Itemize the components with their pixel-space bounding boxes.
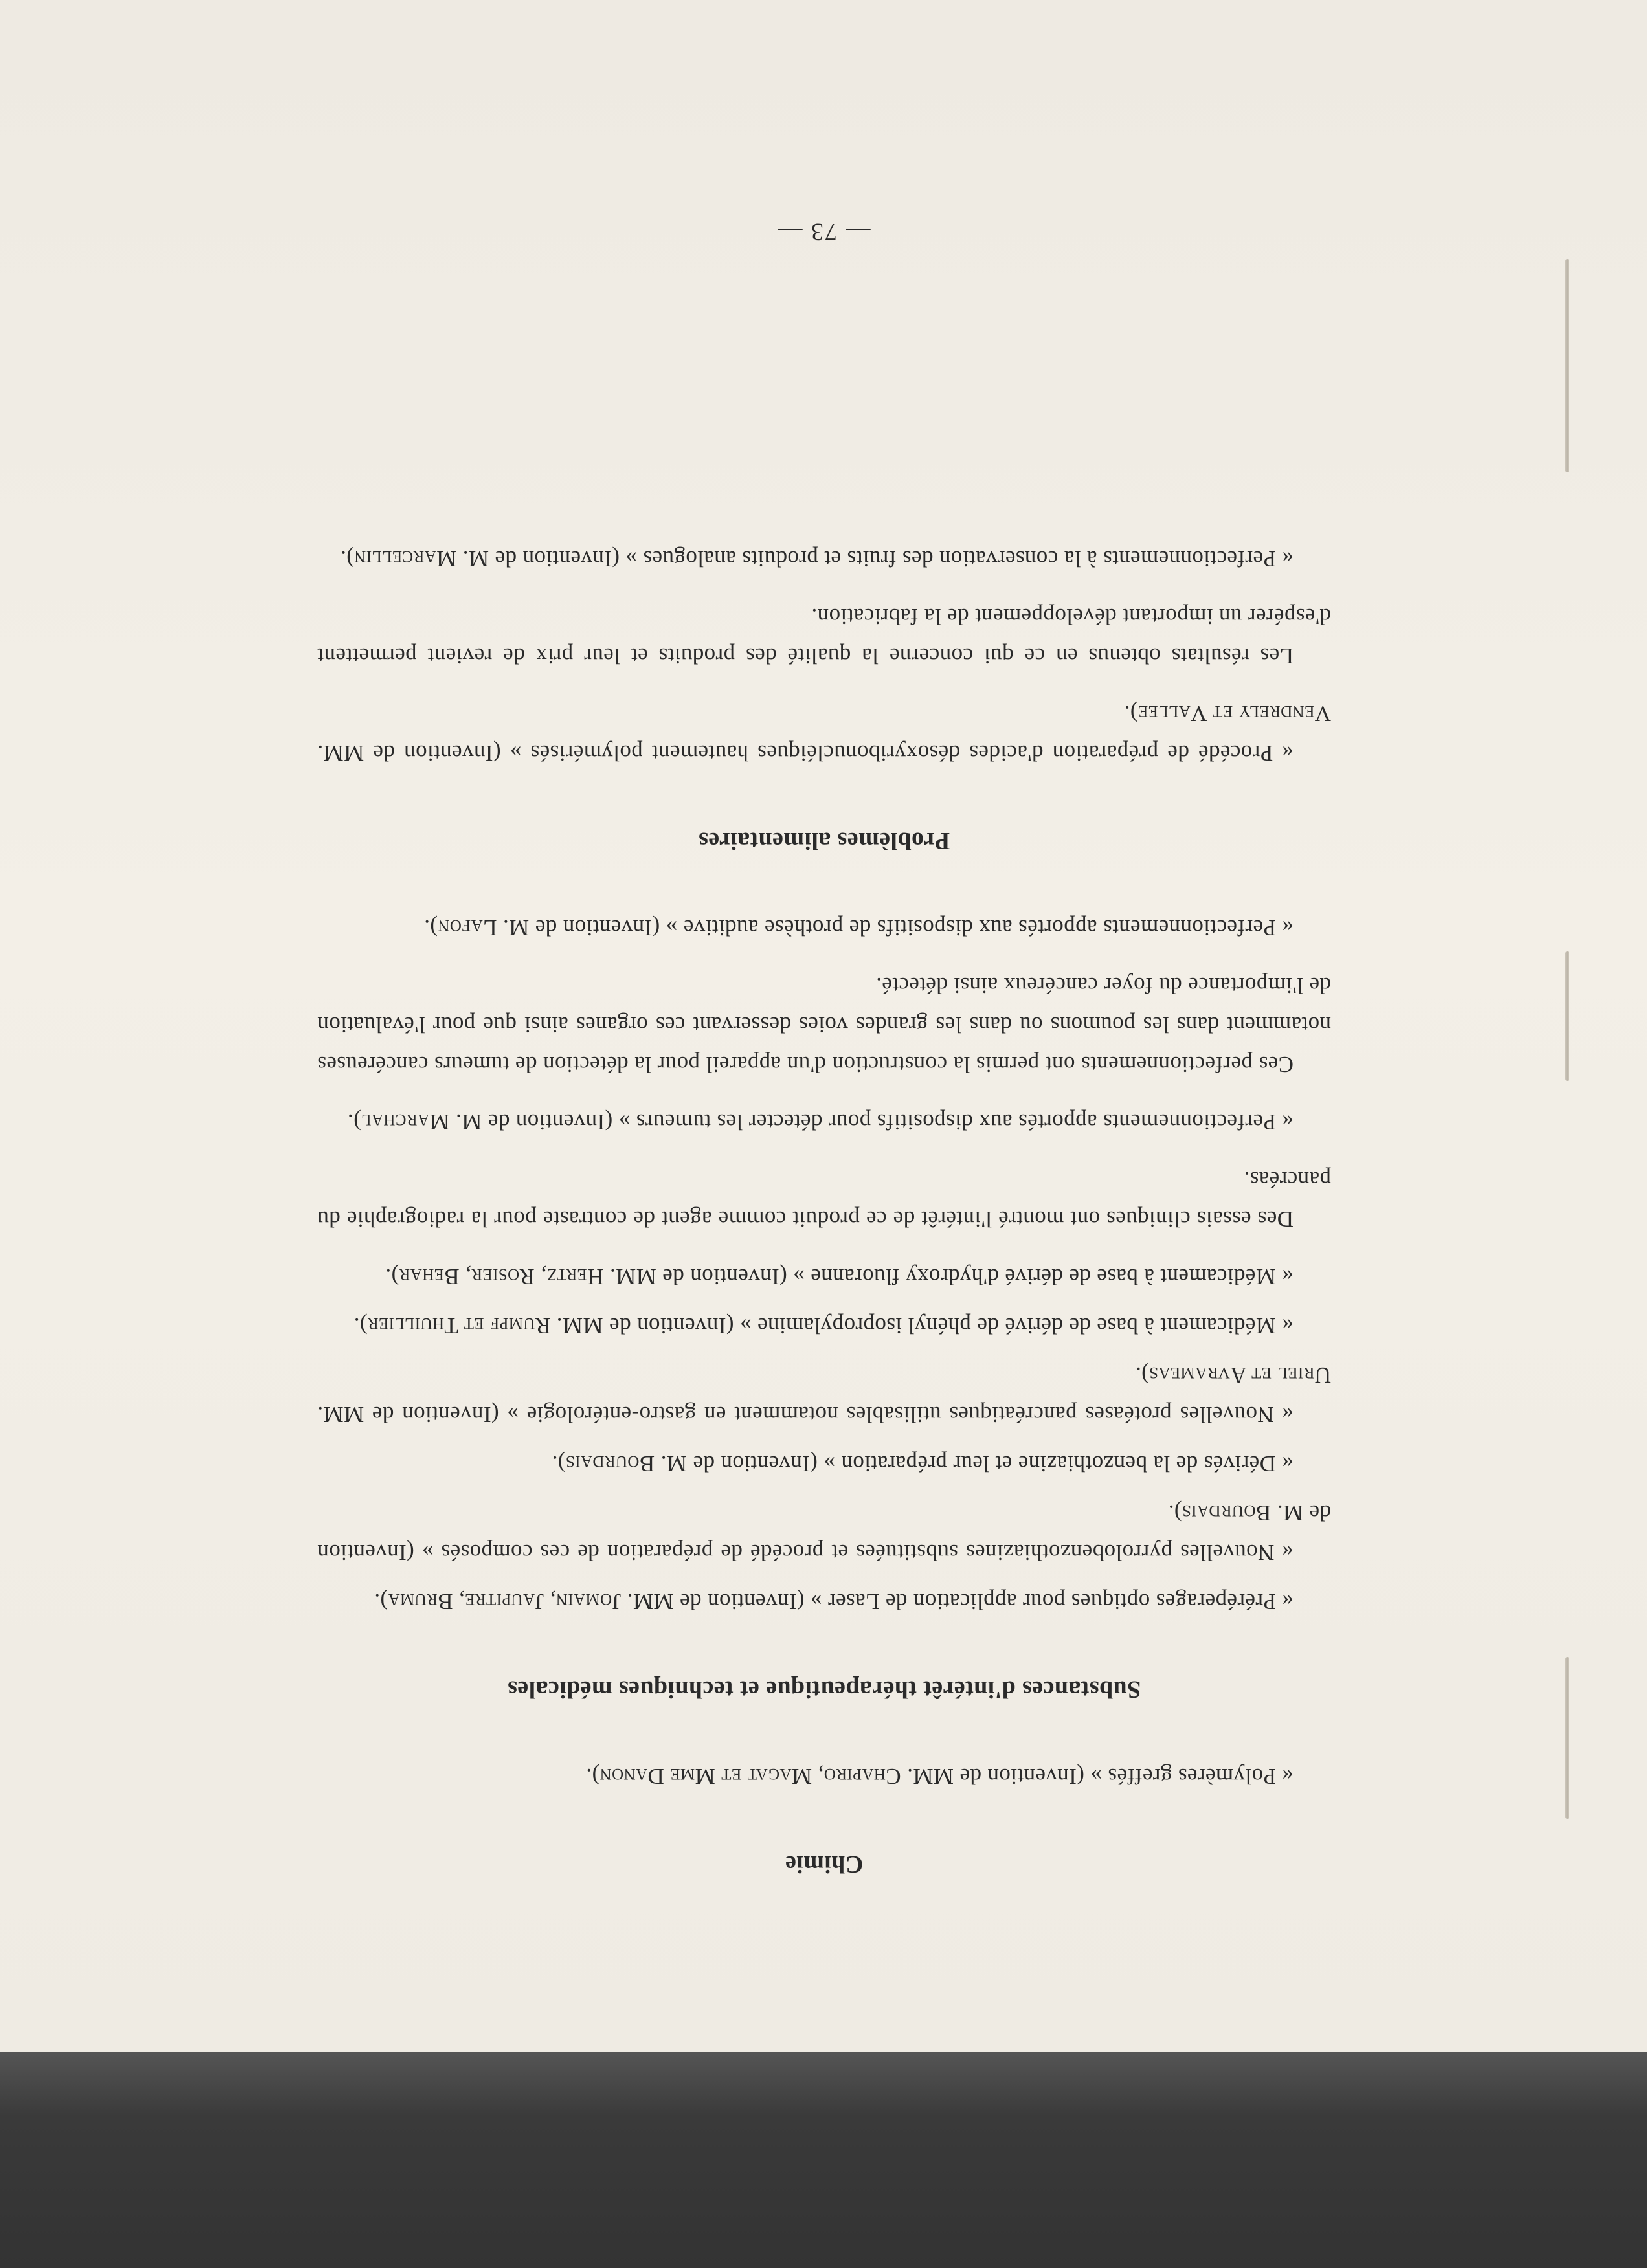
invention-entry: « Perfectionnements à la conservation des fruits et produits analogues » (Invention de M. Marcellin). xyxy=(340,546,1294,572)
description-paragraph: Les résultats obtenus en ce qui concerne la qualité des produits et leur prix de revient permettent d'espérer un important développement de la fabrication. xyxy=(317,604,1331,669)
text-block xyxy=(317,529,1331,1884)
invention-entry: « Nouvelles pyrrolobenzothiazines substituées et procédé de préparation de ces composés » (Invention de M. Bourdais). xyxy=(317,1500,1331,1565)
scanner-background xyxy=(0,2052,1647,2268)
invention-entry: « Médicament à base de dérivé de phényl isopropylamine » (Invention de MM. Rumpf et Thuillier). xyxy=(353,1313,1294,1339)
invention-entry: « Nouvelles protéases pancréatiques utilisables notamment en gastro-entérologie » (Invention de MM. Uriel et Avrameas). xyxy=(317,1362,1331,1427)
page-number: — 73 — xyxy=(776,218,871,245)
invention-entry: « Perfectionnements apportés aux dispositifs pour détecter les tumeurs » (Invention de M. Marchal). xyxy=(347,1109,1294,1135)
section-heading-chimie: Chimie xyxy=(785,1851,864,1878)
invention-entry: « Médicament à base de dérivé d'hydroxy fluoranne » (Invention de MM. Hertz, Rosier, Behar). xyxy=(385,1264,1294,1289)
description-paragraph: Ces perfectionnements ont permis la construction d'un appareil pour la détection de tumeurs cancéreuses notamment dans les poumons ou dans les grandes voies desservant ces organes ainsi que pour l'évaluation de l'importance du foyer cancéreux ainsi détecté. xyxy=(317,973,1331,1077)
invention-entry: « Procédé de préparation d'acides désoxyribonucléiques hautement polymérisés » (Invention de MM. Vendrely et Vallee). xyxy=(317,701,1331,766)
invention-entry: « Dérivés de la benzothiazine et leur préparation » (Invention de M. Bourdais). xyxy=(552,1451,1294,1476)
invention-entry: « Polymères greffés » (Invention de MM. Chapiro, Magat et Mme Danon). xyxy=(586,1764,1294,1789)
invention-entry: « Perfectionnements apportés aux dispositifs de prothèse auditive » (Invention de M. Lafon). xyxy=(423,915,1294,940)
section-heading-alimentaires: Problèmes alimentaires xyxy=(698,827,950,854)
section-heading-therapeutique: Substances d'intérêt thérapeutique et techniques médicales xyxy=(507,1676,1141,1703)
invention-entry: « Préréperages optiques pour application de Laser » (Invention de MM. Jomain, Jaupitre, Bruma). xyxy=(374,1589,1294,1614)
description-paragraph: Des essais cliniques ont montré l'intérêt de ce produit comme agent de contraste pour la radiographie du pancréas. xyxy=(317,1167,1331,1232)
